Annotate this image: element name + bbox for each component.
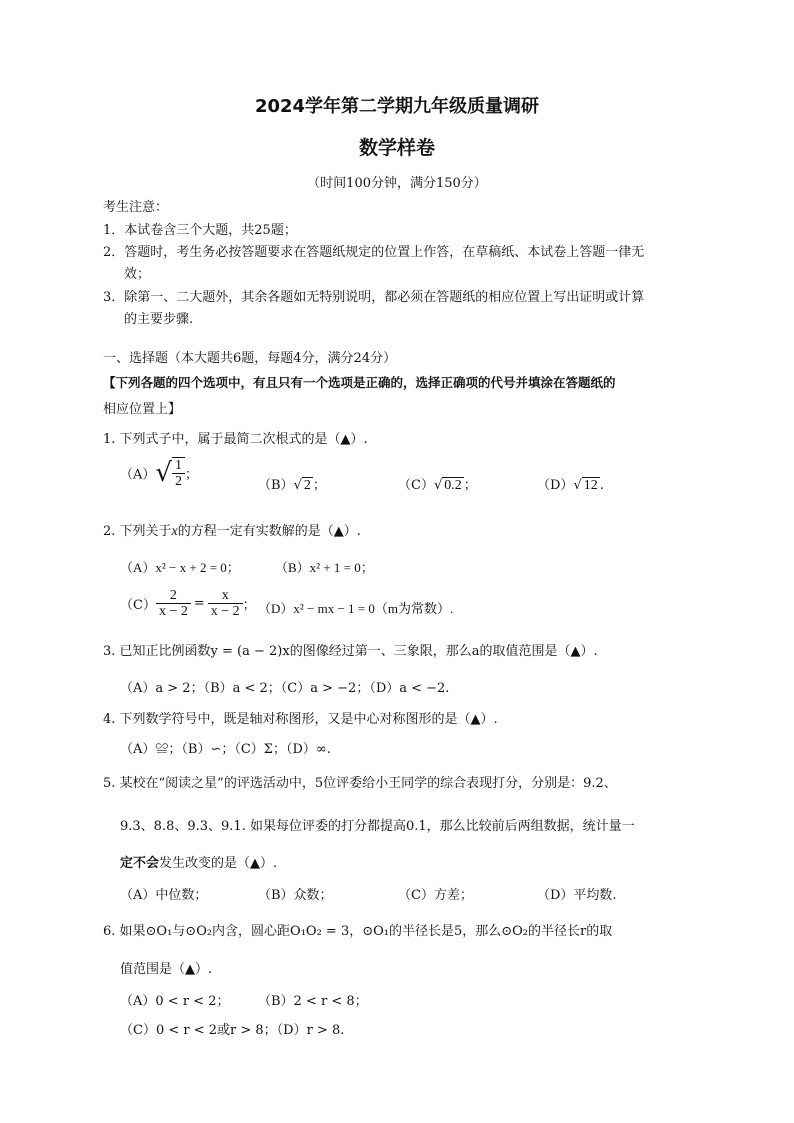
exam-title: 2024学年第二学期九年级质量调研	[254, 96, 540, 117]
time-note: （时间100分钟，满分150分）	[307, 176, 487, 191]
q1-d-end: .	[599, 478, 604, 493]
notice-item-2-cont: 效；	[124, 267, 151, 282]
q1-option-b: （B）√ 2 ；	[258, 478, 326, 493]
q1-c-label: （C）	[398, 478, 434, 493]
q3-stem: 3. 已知正比例函数y = (a − 2)x的图像经过第一、三象限，那么a的取值范围是（▲）.	[103, 644, 598, 659]
q5-option-a: （A）中位数；	[120, 888, 208, 903]
notice-item-3: 3．除第一、二大题外，其余各题如无特别说明，都必须在答题纸的相应位置上写出证明或计算	[103, 290, 645, 305]
q2-option-c	[120, 588, 256, 628]
q2-c-d1: x − 2	[158, 604, 188, 619]
q3-options: （A）a > 2；（B）a < 2；（C）a > −2；（D）a < −2.	[120, 681, 450, 696]
q2-c-d2: x − 2	[210, 604, 240, 619]
q1-a-end: ；	[184, 467, 198, 483]
q2-c-end: ；	[242, 598, 256, 613]
notice-item-3-cont: 的主要步骤.	[124, 312, 194, 327]
q5-line-1: 5. 某校在“阅读之星”的评选活动中，5位评委给小王同学的综合表现打分，分别是：9.2、	[103, 776, 617, 791]
notice-heading: 考生注意：	[103, 200, 169, 215]
q1-a-label: （A）	[120, 467, 156, 483]
q5-option-c: （C）方差；	[398, 888, 473, 903]
q5-option-d: （D）平均数.	[537, 888, 617, 903]
q1-a-num: 1	[172, 458, 185, 474]
q2-option-d: （D）x² − mx − 1 = 0（m为常数）.	[258, 601, 454, 616]
q2-option-b: （B）x² + 1 = 0；	[275, 560, 374, 575]
q2-option-a: （A）x² − x + 2 = 0；	[120, 560, 240, 575]
q1-option-c: （C）√ 0.2 ；	[398, 478, 477, 493]
notice-item-1: 1．本试卷含三个大题，共25题；	[103, 223, 297, 238]
q2-stem	[103, 520, 361, 540]
q2-c-n1: 2	[156, 588, 191, 604]
q1-d-radicand: 12	[583, 478, 598, 493]
q1-d-label: （D）	[537, 478, 574, 493]
q1-option-a: （A）√ $\frac{1}{2}$ ；	[120, 458, 198, 489]
q6-options-cd: （C）0 < r < 2或r > 8；（D）r > 8.	[120, 1023, 345, 1038]
q1-b-radicand: 2	[303, 478, 311, 493]
exam-subtitle: 数学样卷	[358, 137, 435, 159]
q5-line-3-rest: 发生改变的是（▲）.	[159, 856, 278, 871]
q2-stem-var: x	[171, 524, 178, 539]
q5-line-3	[120, 852, 277, 871]
q2-stem-a: 2. 下列关于	[103, 524, 172, 539]
q6-option-b: （B）2 < r < 8；	[258, 994, 368, 1009]
section1-heading: 一、选择题（本大题共6题，每题4分，满分24分）	[103, 351, 397, 366]
q2-c-label: （C）	[120, 598, 156, 613]
notice-item-2: 2．答题时，考生务必按答题要求在答题纸规定的位置上作答，在草稿纸、本试卷上答题一律无	[103, 245, 645, 260]
q4-stem: 4. 下列数学符号中，既是轴对称图形，又是中心对称图形的是（▲）.	[103, 712, 498, 727]
q4-options: （A）≌；（B）∽；（C）Σ；（D）∞.	[120, 742, 331, 757]
q5-option-b: （B）众数；	[258, 888, 333, 903]
q2-c-n2: x	[208, 588, 243, 604]
section1-instruction-cont: 相应位置上】	[103, 402, 182, 417]
q1-c-radicand: 0.2	[444, 478, 462, 493]
q1-stem: 1. 下列式子中，属于最简二次根式的是（▲）.	[103, 432, 368, 447]
q6-option-a: （A）0 < r < 2；	[120, 994, 230, 1009]
section1-instruction: 【下列各题的四个选项中，有且只有一个选项是正确的，选择正确项的代号并填涂在答题纸的	[103, 375, 616, 390]
q1-option-d: （D）√ 12 .	[537, 478, 604, 493]
q1-b-end: ；	[312, 478, 326, 493]
q6-line-1: 6. 如果⊙O₁与⊙O₂内含，圆心距O₁O₂ = 3，⊙O₁的半径长是5，那么⊙O₂的半径长r的取	[103, 924, 613, 939]
q1-a-den: 2	[174, 474, 182, 489]
q2-c-frac-1	[156, 588, 191, 619]
q1-a-fraction	[172, 457, 185, 489]
q6-line-2: 值范围是（▲）.	[120, 962, 213, 977]
q1-b-label: （B）	[258, 478, 294, 493]
q1-c-end: ；	[463, 478, 477, 493]
q2-c-frac-2	[208, 588, 243, 619]
q2-stem-b: 的方程一定有实数解的是（▲）.	[177, 524, 361, 539]
q5-emphasis: 定不会	[120, 856, 160, 871]
q5-line-2: 9.3、8.8、9.3、9.1. 如果每位评委的打分都提高0.1，那么比较前后两组数据，统计量一	[120, 819, 635, 834]
q2-c-eq: =	[193, 596, 205, 611]
